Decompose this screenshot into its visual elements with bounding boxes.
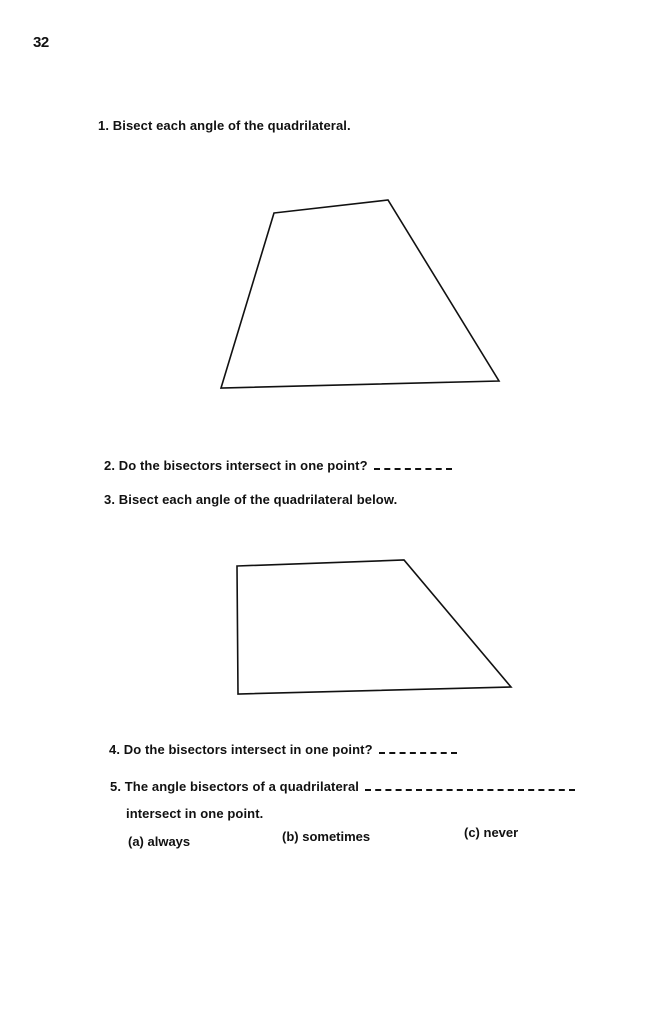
question-4-text: 4. Do the bisectors intersect in one point? — [109, 742, 373, 757]
option-a-always[interactable]: (a) always — [128, 834, 191, 849]
question-4 — [109, 742, 457, 757]
answer-blank-4[interactable] — [379, 746, 457, 754]
quadrilateral-2 — [237, 560, 511, 694]
quadrilateral-1 — [221, 200, 499, 388]
question-2-text: 2. Do the bisectors intersect in one point? — [104, 458, 368, 473]
question-1: 1. Bisect each angle of the quadrilateral. — [98, 118, 351, 133]
question-5-text: 5. The angle bisectors of a quadrilateral — [110, 779, 360, 794]
question-2 — [104, 458, 452, 473]
question-5 — [110, 779, 575, 794]
question-5-continued: intersect in one point. — [126, 806, 264, 821]
answer-blank-5[interactable] — [365, 783, 575, 791]
answer-blank-2[interactable] — [374, 462, 452, 470]
question-3: 3. Bisect each angle of the quadrilateral below. — [104, 492, 398, 507]
page-number: 32 — [33, 34, 49, 51]
option-b-sometimes[interactable]: (b) sometimes — [282, 829, 371, 844]
option-c-never[interactable]: (c) never — [464, 825, 519, 840]
